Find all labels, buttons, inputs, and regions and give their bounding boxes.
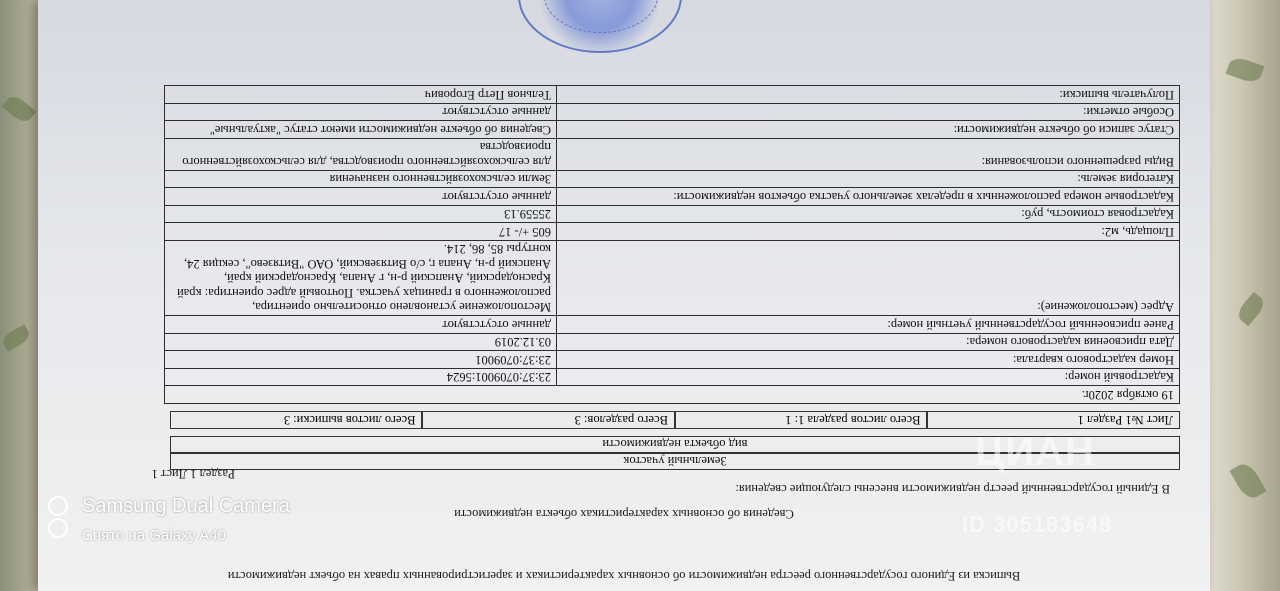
table-row xyxy=(165,223,1180,241)
camera-lens-bottom xyxy=(48,518,68,538)
table-row xyxy=(165,351,1180,369)
document-title: Выписка из Единого государственного реестра недвижимости об основных характеристиках и зарегистрированных правах на объект недвижимости xyxy=(227,569,1021,583)
sheet-info-row xyxy=(170,411,1180,429)
row-value: Земли сельскохозяйственного назначения xyxy=(165,171,557,189)
row-label: Площадь, м2: xyxy=(557,223,1180,241)
official-seal-icon xyxy=(518,0,682,53)
row-label: Номер кадастрового квартала: xyxy=(557,351,1180,369)
section-note: Раздел 1 Лист 1 xyxy=(151,467,235,481)
document-subtitle: Сведения об основных характеристиках объекта недвижимости xyxy=(454,507,794,521)
row-value: данные отсутствуют xyxy=(165,316,557,334)
watermark-id: ID 305183648 xyxy=(962,512,1113,537)
table-row xyxy=(165,334,1180,352)
table-row xyxy=(165,139,1180,171)
table-row xyxy=(165,188,1180,206)
row-label: Адрес (местоположение): xyxy=(557,241,1180,317)
row-value: 03.12.2019 xyxy=(165,334,557,352)
table-row xyxy=(165,86,1180,104)
row-value: 605 +/- 17 xyxy=(165,223,557,241)
sections-total: Всего разделов: 3 xyxy=(423,411,676,429)
table-row xyxy=(165,104,1180,122)
table-row xyxy=(165,121,1180,139)
table-row xyxy=(165,369,1180,387)
row-value: 23:37:0709001:5624 xyxy=(165,369,557,387)
table-row xyxy=(165,316,1180,334)
row-label: Виды разрешенного использования: xyxy=(557,139,1180,171)
row-label: Получатель выписки: xyxy=(557,86,1180,104)
row-value: 25559.13 xyxy=(165,206,557,224)
row-value: Местоположение установлено относительно ориентира, расположенного в границах участка. Почтовый адрес ориентира: край Краснодарский, Анапский р-н, г Анапа, Краснодарский край, Анапский р-н, Анапа г, с/о Витязевский, ОАО "Витязево", секция 24, контуры 85, 86, 214. xyxy=(165,241,557,317)
row-label: Дата присвоения кадастрового номера: xyxy=(557,334,1180,352)
date-row xyxy=(165,386,1180,404)
date-cell: 19 октября 2020г. xyxy=(165,386,1180,404)
intro-text: В Единый государственный реестр недвижимости внесены следующие сведения: xyxy=(735,482,1170,496)
camera-title: Samsung Dual Camera xyxy=(82,495,290,517)
sheets-total: Всего листов выписки: 3 xyxy=(170,411,423,429)
row-value: Сведения об объекте недвижимости имеют статус "актуальные" xyxy=(165,121,557,139)
row-label: Кадастровая стоимость, руб: xyxy=(557,206,1180,224)
table-row xyxy=(165,241,1180,317)
row-value: данные отсутствуют xyxy=(165,188,557,206)
row-value: для сельскохозяйственного производства, для сельскохозяйственного производства xyxy=(165,139,557,171)
object-type: Земельный участок xyxy=(623,454,727,468)
row-label: Кадастровый номер: xyxy=(557,369,1180,387)
watermark-brand: ЦИАН xyxy=(975,430,1095,474)
dual-camera-icon xyxy=(44,494,72,546)
row-value: 23:37:0709001 xyxy=(165,351,557,369)
table-row xyxy=(165,171,1180,189)
seal-inner-ring xyxy=(544,0,658,33)
object-type-caption: вид объекта недвижимости xyxy=(602,437,748,451)
camera-subtitle: Снято на Galaxy A40 xyxy=(82,527,226,544)
row-label: Особые отметки: xyxy=(557,104,1180,122)
sheet-number: Лист №1 Раздел 1 xyxy=(928,411,1181,429)
camera-lens-top xyxy=(48,496,68,516)
sheets-in-section: Всего листов раздела 1: 1 xyxy=(675,411,928,429)
row-value: данные отсутствуют xyxy=(165,104,557,122)
row-label: Категория земель: xyxy=(557,171,1180,189)
table-row xyxy=(165,206,1180,224)
property-table xyxy=(164,86,1180,405)
row-label: Статус записи об объекте недвижимости: xyxy=(557,121,1180,139)
row-value: Тельнов Петр Егорович xyxy=(165,86,557,104)
row-label: Ранее присвоенный государственный учетный номер: xyxy=(557,316,1180,334)
row-label: Кадастровые номера расположенных в пределах земельного участка объектов недвижимости: xyxy=(557,188,1180,206)
